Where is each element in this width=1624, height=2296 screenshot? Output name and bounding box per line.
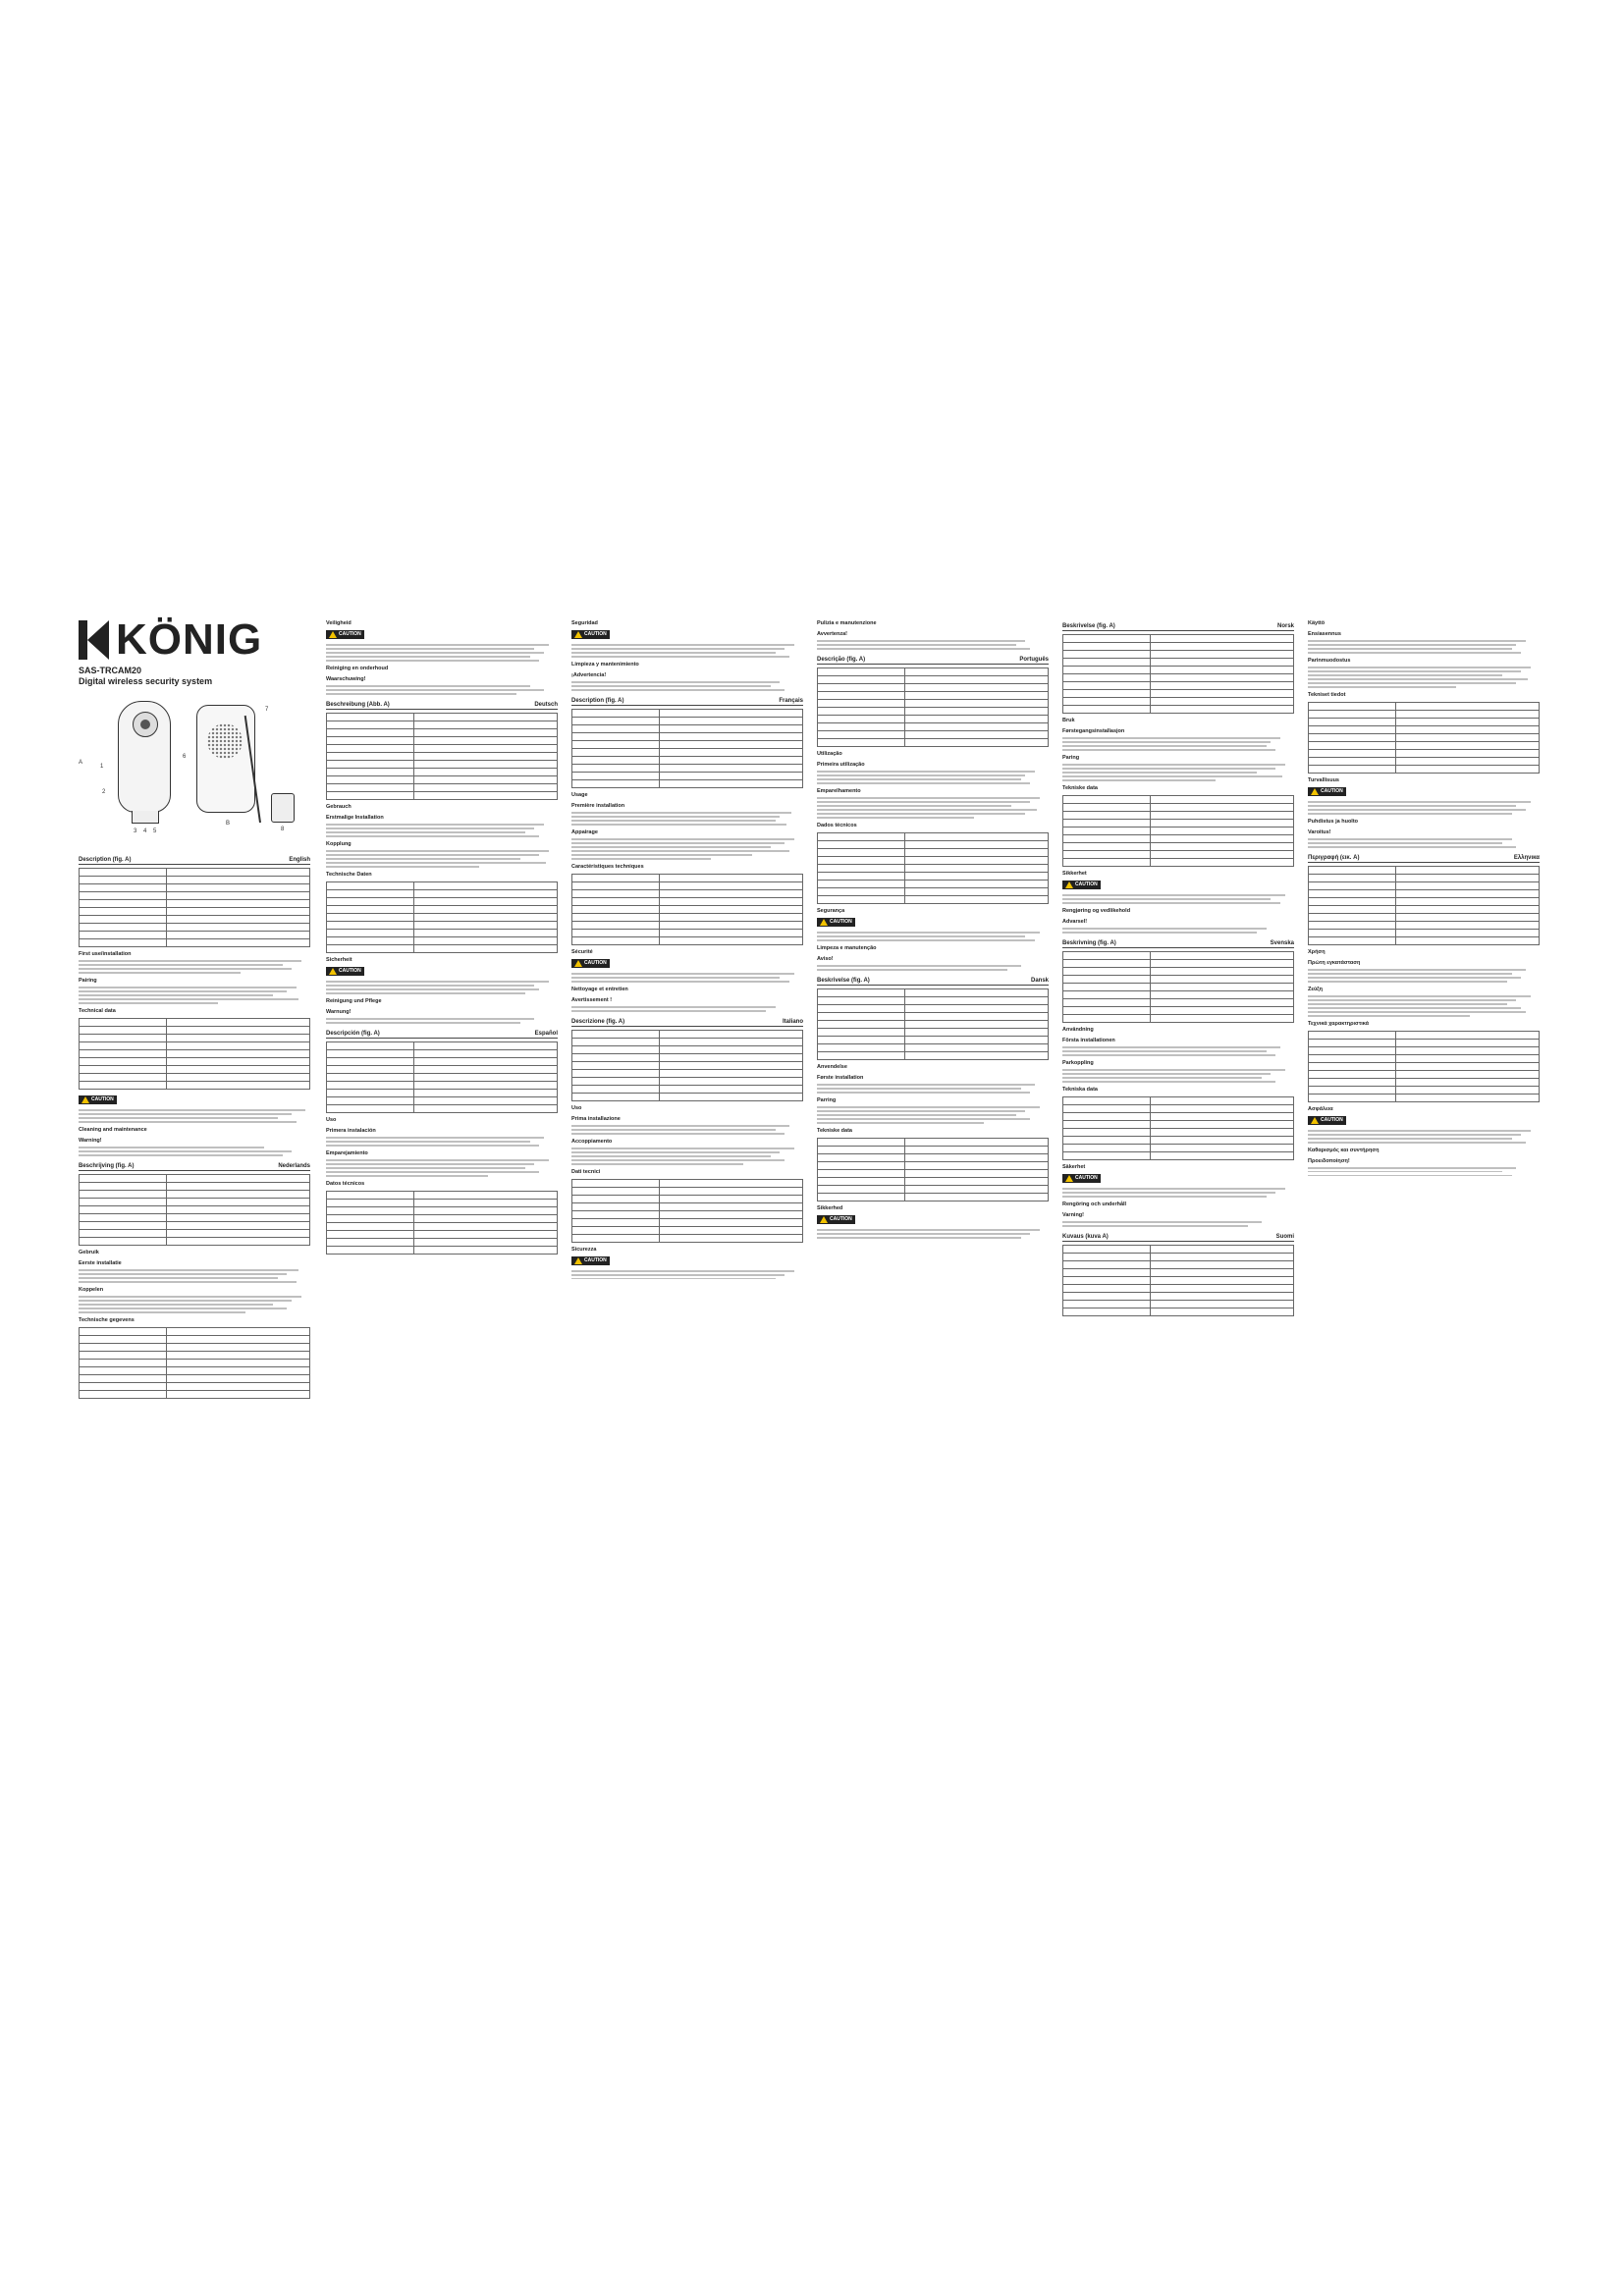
text-block <box>1062 1221 1294 1227</box>
caution-label: CAUTION <box>830 1215 852 1222</box>
section-heading <box>1308 854 1540 863</box>
text-block <box>1308 640 1540 654</box>
caution-badge <box>326 630 364 639</box>
text-block <box>326 824 558 837</box>
subheading: Paring <box>1062 754 1080 761</box>
subheading: Ensiasennus <box>1308 631 1341 637</box>
text-block <box>571 1006 803 1012</box>
subheading: Puhdistus ja huolto <box>1308 818 1359 825</box>
subheading: Χρήση <box>1308 948 1326 955</box>
subheading: Cleaning and maintenance <box>79 1126 147 1133</box>
camera-illustration <box>118 701 171 813</box>
caution-label: CAUTION <box>830 919 852 926</box>
section-heading <box>571 1018 803 1027</box>
subheading: Tekniske data <box>817 1127 852 1134</box>
text-block <box>571 838 803 860</box>
subheading: Technische Daten <box>326 871 372 878</box>
text-block <box>326 1159 558 1177</box>
manual-sheet <box>79 609 1624 1826</box>
subheading: Waarschuwing! <box>326 675 366 682</box>
subheading: Nettoyage et entretien <box>571 986 628 992</box>
subheading: Kopplung <box>326 840 352 847</box>
subheading: Sikkerhet <box>1062 870 1087 877</box>
subheading: Parring <box>817 1096 837 1103</box>
text-block <box>571 973 803 983</box>
subheading: Käyttö <box>1308 620 1326 626</box>
text-block <box>571 1270 803 1280</box>
warning-triangle-icon <box>1065 1175 1073 1182</box>
subheading: Ασφάλεια <box>1308 1105 1333 1112</box>
subheading: Primera instalación <box>326 1127 376 1134</box>
figure-label-b: B <box>226 821 231 827</box>
text-block <box>571 1148 803 1165</box>
description-table <box>326 1041 558 1113</box>
section-heading <box>1062 939 1294 948</box>
subheading: Tekniske data <box>1062 784 1098 791</box>
description-table <box>79 868 310 947</box>
description-table <box>817 988 1049 1060</box>
text-block <box>79 1109 310 1123</box>
warning-triangle-icon <box>1065 881 1073 888</box>
subheading: Rengöring och underhåll <box>1062 1201 1127 1207</box>
description-table <box>326 713 558 800</box>
subheading: Segurança <box>817 907 845 914</box>
subheading: Tekniset tiedot <box>1308 691 1346 698</box>
subheading: Caractéristiques techniques <box>571 863 644 870</box>
description-table <box>817 667 1049 747</box>
subheading: Veiligheid <box>326 620 352 626</box>
text-block <box>1062 928 1294 934</box>
figure-label-a: A <box>79 760 83 766</box>
heading-language: Ελληνικα <box>1513 854 1540 861</box>
heading-language: Dansk <box>1030 977 1049 984</box>
tech-table <box>1308 702 1540 774</box>
speaker-grille-icon <box>207 723 243 759</box>
text-block <box>817 1084 1049 1094</box>
subheading: Première installation <box>571 802 625 809</box>
text-block <box>79 1296 310 1313</box>
camera-lens-icon <box>133 712 158 737</box>
text-block <box>326 981 558 994</box>
text-block <box>817 965 1049 971</box>
section-heading <box>79 1162 310 1171</box>
tech-table <box>326 881 558 953</box>
subheading: First use/installation <box>79 951 132 957</box>
subheading: Utilização <box>817 750 842 757</box>
subheading: Technische gegevens <box>79 1316 135 1323</box>
subheading: Primeira utilização <box>817 761 865 768</box>
subheading: Användning <box>1062 1026 1094 1033</box>
text-block <box>1308 838 1540 848</box>
warning-triangle-icon <box>81 1096 89 1103</box>
text-block <box>817 640 1049 650</box>
text-block <box>571 812 803 826</box>
subheading: Erstmalige Installation <box>326 814 384 821</box>
heading-text: Description (fig. A) <box>571 697 624 704</box>
text-block <box>1062 1046 1294 1056</box>
warning-triangle-icon <box>820 919 828 926</box>
subheading: Koppelen <box>79 1286 104 1293</box>
heading-text: Descripción (fig. A) <box>326 1030 380 1037</box>
subheading: Emparelhamento <box>817 787 861 794</box>
description-table <box>1062 951 1294 1023</box>
subheading: Πρώτη εγκατάσταση <box>1308 959 1361 966</box>
subheading: Advarsel! <box>1062 918 1088 925</box>
section-heading <box>571 697 803 706</box>
subheading: Warning! <box>79 1137 102 1144</box>
text-block <box>1062 764 1294 781</box>
warning-triangle-icon <box>574 1257 582 1264</box>
description-table <box>1062 634 1294 714</box>
column-spanish-french-italian <box>571 616 803 1282</box>
caution-label: CAUTION <box>584 631 607 638</box>
brand-name: KÖNIG <box>116 615 263 664</box>
subheading: Reinigung und Pflege <box>326 997 382 1004</box>
text-block <box>79 1269 310 1283</box>
subheading: Varning! <box>1062 1211 1085 1218</box>
subheading: Accoppiamento <box>571 1138 613 1145</box>
text-block <box>1062 894 1294 904</box>
figure-callout: 6 <box>183 754 187 760</box>
subheading: Sikkerhed <box>817 1204 843 1211</box>
model-number: SAS-TRCAM20 <box>79 666 142 675</box>
text-block <box>79 987 310 1004</box>
subheading: Datos técnicos <box>326 1180 365 1187</box>
caution-badge <box>326 967 364 976</box>
text-block <box>326 685 558 695</box>
description-table <box>79 1174 310 1246</box>
tech-table <box>817 1138 1049 1201</box>
caution-label: CAUTION <box>339 631 361 638</box>
subheading: Warnung! <box>326 1008 352 1015</box>
tech-table <box>1062 1096 1294 1160</box>
caution-label: CAUTION <box>1075 881 1098 888</box>
subheading: Gebruik <box>79 1249 99 1255</box>
figure-callout: 8 <box>281 827 285 832</box>
description-table <box>1062 1245 1294 1316</box>
caution-badge <box>1308 1116 1346 1125</box>
subheading: Reiniging en onderhoud <box>326 665 389 671</box>
subheading: Førstegangsinstallasjon <box>1062 728 1125 734</box>
heading-language: Norsk <box>1276 623 1294 629</box>
figure-callout: 3 <box>134 828 137 834</box>
text-block <box>817 1229 1049 1239</box>
heading-text: Kuvaus (kuva A) <box>1062 1233 1109 1240</box>
text-block <box>571 644 803 658</box>
caution-label: CAUTION <box>339 968 361 975</box>
brand-logo <box>79 615 310 664</box>
subheading: Sécurité <box>571 948 593 955</box>
text-block <box>326 1137 558 1147</box>
figure-callout: 4 <box>143 828 147 834</box>
section-heading <box>1062 1233 1294 1242</box>
heading-language: Suomi <box>1275 1233 1294 1240</box>
caution-label: CAUTION <box>1321 788 1343 795</box>
subheading: Parkoppling <box>1062 1059 1094 1066</box>
warning-triangle-icon <box>329 968 337 975</box>
section-heading <box>817 656 1049 665</box>
warning-triangle-icon <box>1311 1117 1319 1124</box>
text-block <box>1062 1069 1294 1083</box>
subheading: Limpieza y mantenimiento <box>571 661 639 667</box>
subheading: Aviso! <box>817 955 834 962</box>
tech-table <box>817 832 1049 904</box>
text-block <box>79 960 310 974</box>
caution-badge <box>571 1256 610 1265</box>
heading-language: Deutsch <box>534 701 558 708</box>
heading-language: Português <box>1019 656 1049 663</box>
subheading: Sicherheit <box>326 956 352 963</box>
heading-text: Descrizione (fig. A) <box>571 1018 625 1025</box>
text-block <box>1308 1167 1540 1177</box>
caution-badge <box>1062 881 1101 889</box>
heading-language: English <box>289 857 310 863</box>
subheading: Parinmuodostus <box>1308 657 1351 664</box>
subheading: Τεχνικά χαρακτηριστικά <box>1308 1020 1370 1027</box>
heading-language: Italiano <box>782 1018 803 1025</box>
subheading: Eerste installatie <box>79 1259 122 1266</box>
heading-text: Beschrijving (fig. A) <box>79 1162 135 1169</box>
warning-triangle-icon <box>329 631 337 638</box>
heading-text: Beskrivning (fig. A) <box>1062 939 1116 946</box>
text-block <box>326 644 558 662</box>
subheading: Καθαρισμός και συντήρηση <box>1308 1147 1380 1153</box>
text-block <box>326 850 558 868</box>
subheading: Usage <box>571 791 588 798</box>
heading-language: Svenska <box>1270 939 1294 946</box>
caution-badge <box>817 1215 855 1224</box>
section-heading <box>79 856 310 865</box>
subheading: Technical data <box>79 1007 116 1014</box>
subheading: Emparejamiento <box>326 1149 368 1156</box>
text-block <box>1062 737 1294 751</box>
tech-table <box>1308 1031 1540 1102</box>
subheading: Uso <box>571 1104 582 1111</box>
subheading: Turvallisuus <box>1308 776 1339 783</box>
text-block <box>326 1018 558 1024</box>
subheading: Avvertenza! <box>817 631 847 637</box>
caution-badge <box>571 959 610 968</box>
text-block <box>817 771 1049 784</box>
subheading: Appairage <box>571 828 598 835</box>
subheading: Dati tecnici <box>571 1168 601 1175</box>
text-block <box>79 1147 310 1156</box>
subheading: Limpeza e manutenção <box>817 944 877 951</box>
subheading: Avertissement ! <box>571 996 613 1003</box>
subheading: Rengjøring og vedlikehold <box>1062 907 1131 914</box>
product-figure <box>79 695 310 842</box>
figure-callout: 7 <box>265 707 269 713</box>
heading-text: Description (fig. A) <box>79 857 132 863</box>
subheading: Ζεύξη <box>1308 986 1323 992</box>
caution-badge <box>817 918 855 927</box>
caution-label: CAUTION <box>584 960 607 967</box>
tech-table <box>571 1179 803 1243</box>
tech-table <box>571 874 803 945</box>
subheading: Seguridad <box>571 620 598 626</box>
figure-callout: 2 <box>102 789 106 795</box>
subheading: Sicurezza <box>571 1246 597 1253</box>
text-block <box>1308 969 1540 983</box>
subheading: Uso <box>326 1116 337 1123</box>
heading-text: Descrição (fig. A) <box>817 656 866 663</box>
konig-k-icon <box>79 620 112 660</box>
subheading: ¡Advertencia! <box>571 671 607 678</box>
figure-callout: 1 <box>100 764 104 770</box>
heading-language: Español <box>534 1030 558 1037</box>
subheading: Anvendelse <box>817 1063 847 1070</box>
column-italian-portuguese-danish <box>817 616 1049 1241</box>
subheading: Bruk <box>1062 718 1075 723</box>
warning-triangle-icon <box>1311 788 1319 795</box>
subheading: Varoitus! <box>1308 828 1331 835</box>
column-dutch-german-spanish <box>326 616 558 1257</box>
subheading: Gebrauch <box>326 803 352 810</box>
text-block <box>571 1125 803 1135</box>
column-english <box>79 616 310 1402</box>
subheading: Prima installazione <box>571 1115 621 1122</box>
caution-label: CAUTION <box>1075 1174 1098 1181</box>
section-heading <box>1062 622 1294 631</box>
text-block <box>1308 801 1540 815</box>
heading-language: Nederlands <box>278 1162 310 1169</box>
warning-triangle-icon <box>574 960 582 967</box>
caution-badge <box>79 1095 117 1104</box>
heading-text: Beskrivelse (fig. A) <box>1062 623 1115 629</box>
caution-badge <box>1308 787 1346 796</box>
section-heading <box>326 701 558 710</box>
subheading: Første installation <box>817 1074 864 1081</box>
text-block <box>817 932 1049 941</box>
text-block <box>1062 1188 1294 1198</box>
heading-text: Beskrivelse (fig. A) <box>817 977 870 984</box>
caution-badge <box>571 630 610 639</box>
text-block <box>571 681 803 691</box>
tech-table <box>79 1018 310 1090</box>
heading-text: Beschreibung (Abb. A) <box>326 701 390 708</box>
subheading: Säkerhet <box>1062 1163 1086 1170</box>
subheading: Första installationen <box>1062 1037 1115 1043</box>
text-block <box>1308 995 1540 1017</box>
heading-language: Français <box>779 697 803 704</box>
caution-label: CAUTION <box>584 1256 607 1263</box>
warning-triangle-icon <box>820 1216 828 1223</box>
column-norwegian-swedish <box>1062 616 1294 1319</box>
subheading: Προειδοποίηση! <box>1308 1157 1350 1164</box>
caution-label: CAUTION <box>91 1096 114 1103</box>
text-block <box>817 797 1049 819</box>
caution-label: CAUTION <box>1321 1116 1343 1123</box>
section-heading <box>817 977 1049 986</box>
subheading: Tekniska data <box>1062 1086 1098 1093</box>
tech-table <box>326 1191 558 1255</box>
column-finnish-greek <box>1308 616 1540 1179</box>
description-table <box>571 709 803 788</box>
product-subtitle: Digital wireless security system <box>79 676 213 686</box>
section-heading <box>326 1030 558 1039</box>
text-block <box>1308 1130 1540 1144</box>
caution-badge <box>1062 1174 1101 1183</box>
description-table <box>571 1030 803 1101</box>
figure-callout: 5 <box>153 828 157 834</box>
tech-table <box>1062 795 1294 867</box>
warning-triangle-icon <box>574 631 582 638</box>
subheading: Dados técnicos <box>817 822 857 828</box>
tech-table <box>79 1327 310 1399</box>
subheading: Pairing <box>79 977 97 984</box>
text-block <box>1308 667 1540 688</box>
subheading: Pulizia e manutenzione <box>817 620 877 626</box>
heading-text: Περιγραφή (εικ. A) <box>1308 854 1360 861</box>
text-block <box>817 1106 1049 1124</box>
power-adapter-icon <box>271 793 295 823</box>
camera-stand <box>132 811 159 824</box>
description-table <box>1308 866 1540 945</box>
